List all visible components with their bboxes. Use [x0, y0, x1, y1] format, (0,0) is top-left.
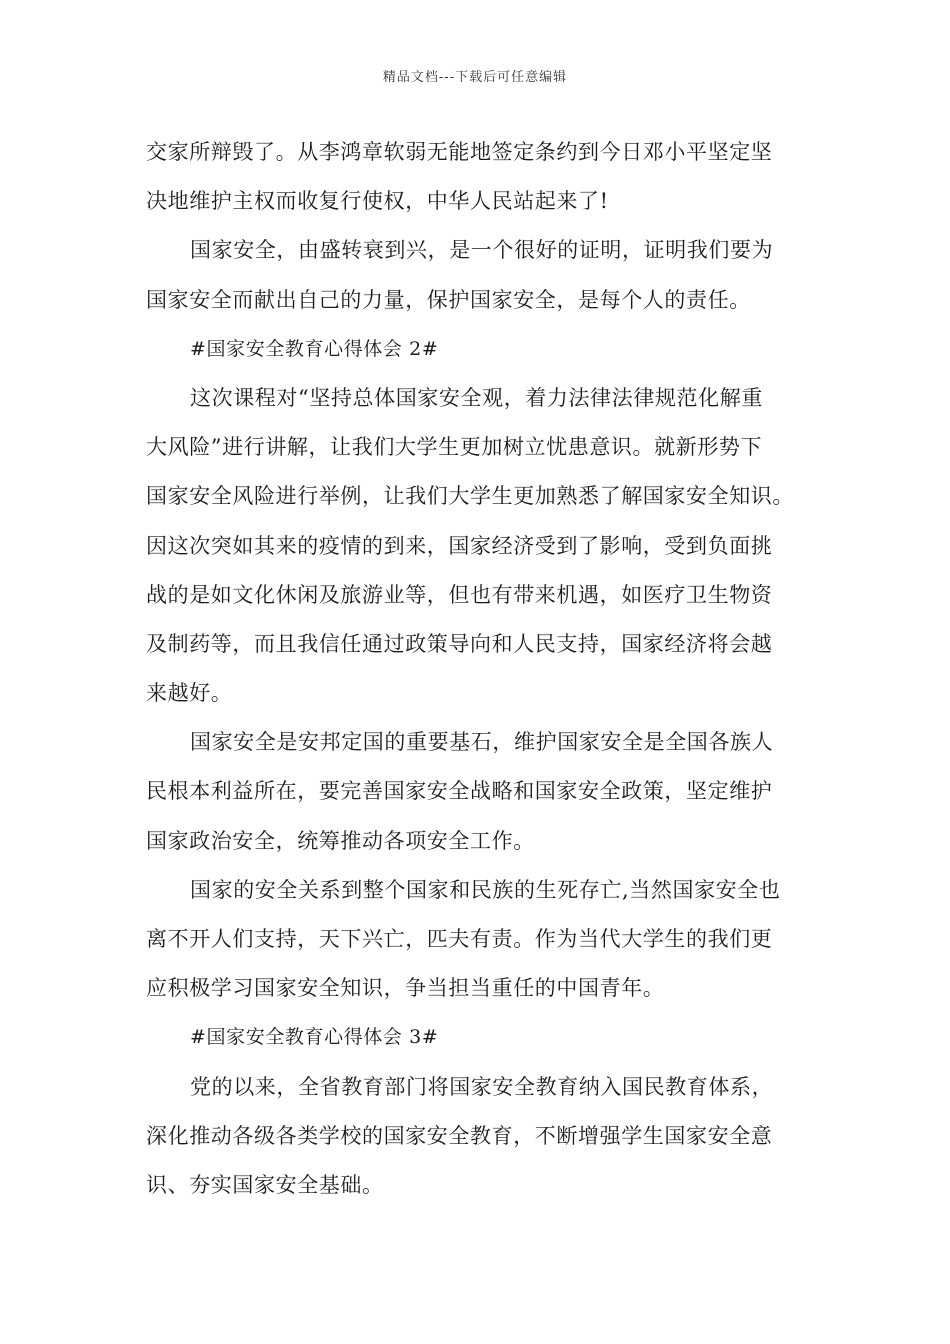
text-line: 战的是如文化休闲及旅游业等，但也有带来机遇，如医疗卫生物资	[146, 582, 773, 607]
text-line: 因这次突如其来的疫情的到来，国家经济受到了影响，受到负面挑	[146, 533, 773, 558]
paragraph-start: 党的以来，全省教育部门将国家安全教育纳入国民教育体系，	[190, 1074, 774, 1099]
text-line: 民根本利益所在，要完善国家安全战略和国家安全政策，坚定维护	[146, 779, 773, 804]
section-heading: #国家安全教育心得体会 2#	[190, 337, 439, 360]
text-line: 及制药等，而且我信任通过政策导向和人民支持，国家经济将会越	[146, 631, 773, 656]
text-line: 深化推动各级各类学校的国家安全教育，不断增强学生国家安全意	[146, 1123, 773, 1148]
text-line: 交家所辩毁了。从李鸿章软弱无能地签定条约到今日邓小平坚定坚	[146, 140, 773, 164]
document-body	[146, 128, 822, 1210]
text-line: 来越好。	[146, 681, 233, 706]
text-line: 决地维护主权而收复行使权，中华人民站起来了!	[146, 189, 609, 214]
paragraph-start: 这次课程对“坚持总体国家安全观，着力法律法律规范化解重	[190, 385, 763, 410]
text-line: 国家安全风险进行举例，让我们大学生更加熟悉了解国家安全知识。	[146, 484, 794, 509]
paragraph-start: 国家安全是安邦定国的重要基石，维护国家安全是全国各族人	[190, 730, 774, 755]
section-heading: #国家安全教育心得体会 3#	[190, 1026, 439, 1049]
text-line: 大风险”进行讲解，让我们大学生更加树立忧患意识。就新形势下	[146, 435, 763, 460]
text-line: 识、夯实国家安全基础。	[146, 1172, 384, 1197]
paragraph-start: 国家安全，由盛转衰到兴，是一个很好的证明，证明我们要为	[190, 238, 774, 263]
text-line: 离不开人们支持，天下兴亡，匹夫有责。作为当代大学生的我们更	[146, 927, 773, 951]
text-line: 国家安全而献出自己的力量，保护国家安全，是每个人的责任。	[146, 287, 751, 312]
text-line: 国家政治安全，统筹推动各项安全工作。	[146, 828, 535, 853]
page-header: 精品文档---下载后可任意编辑	[382, 70, 568, 85]
paragraph-start: 国家的安全关系到整个国家和民族的生死存亡,当然国家安全也	[190, 877, 781, 902]
text-line: 应积极学习国家安全知识，争当担当重任的中国青年。	[146, 976, 665, 1001]
